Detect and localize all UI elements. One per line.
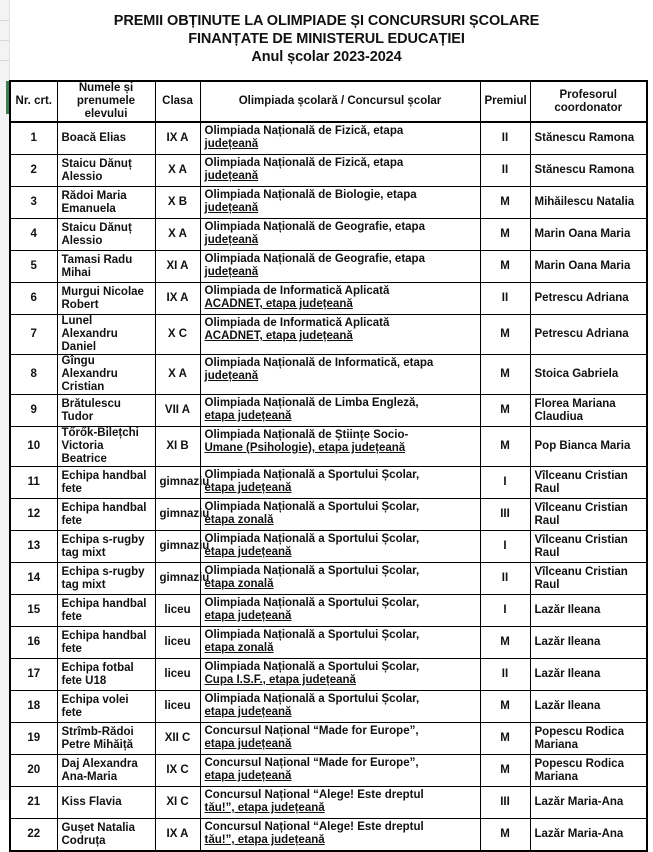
table-row [10, 427, 647, 467]
cell-nr[interactable]: 4 [10, 219, 57, 251]
cell-teacher[interactable]: Lazăr Maria-Ana [530, 787, 647, 819]
cell-prize[interactable]: II [480, 659, 530, 691]
header-competition[interactable]: Olimpiada școlară / Concursul școlar [200, 81, 480, 122]
cell-nr[interactable]: 12 [10, 499, 57, 531]
cell-class[interactable]: X A [155, 355, 200, 395]
competition-line-1: Olimpiada Națională de Limba Engleză, [204, 397, 419, 409]
table-row [10, 122, 647, 155]
competition-line-2: Cupa I.S.F., etapa județeană [204, 674, 356, 686]
cell-class[interactable]: IX A [155, 283, 200, 315]
competition-line-2: ACADNET, etapa județeană [204, 298, 353, 310]
cell-prize[interactable]: M [480, 691, 530, 723]
competition-line-1: Olimpiada Națională a Sportului Școlar, [204, 565, 420, 577]
competition-line-2: etapa județeană [204, 410, 292, 422]
cell-prize[interactable]: II [480, 283, 530, 315]
cell-class[interactable]: XI A [155, 251, 200, 283]
cell-prize[interactable]: M [480, 219, 530, 251]
cell-class[interactable]: gimnaziu [155, 563, 200, 595]
cell-nr[interactable]: 15 [10, 595, 57, 627]
competition-line-1: Olimpiada Națională de Geografie, etapa [204, 253, 425, 265]
table-row [10, 355, 647, 395]
competition-line-1: Olimpiada Națională de Geografie, etapa [204, 221, 425, 233]
header-teacher[interactable]: Profesorul coordonator [530, 81, 647, 122]
cell-competition[interactable] [200, 659, 480, 691]
cell-student-name[interactable]: Tőrők-Bilețchi Victoria Beatrice [57, 427, 155, 467]
cell-student-name[interactable]: Echipa fotbal fete U18 [57, 659, 155, 691]
cell-competition[interactable] [200, 531, 480, 563]
competition-line-2: Umane (Psihologie), etapa județeană [204, 442, 406, 454]
competition-line-1: Concursul Național “Alege! Este dreptul [204, 789, 424, 801]
title-line-3: Anul școlar 2023-2024 [251, 49, 402, 65]
competition-line-1: Olimpiada Națională de Informatică, etapa [204, 357, 434, 369]
header-nr[interactable]: Nr. crt. [10, 81, 57, 122]
document-title [0, 12, 653, 66]
cell-competition[interactable] [200, 723, 480, 755]
competition-line-2: etapa județeană [204, 546, 292, 558]
cell-competition[interactable] [200, 251, 480, 283]
cell-competition[interactable] [200, 691, 480, 723]
competition-line-2: etapa județeană [204, 610, 292, 622]
cell-class[interactable]: gimnaziu [155, 499, 200, 531]
cell-student-name[interactable]: Echipa handbal fete [57, 499, 155, 531]
cell-competition[interactable] [200, 187, 480, 219]
cell-nr[interactable]: 7 [10, 315, 57, 355]
cell-nr[interactable]: 14 [10, 563, 57, 595]
cell-nr[interactable]: 18 [10, 691, 57, 723]
competition-line-2: tău!”, etapa județeană [204, 802, 325, 814]
cell-teacher[interactable]: Marin Oana Maria [530, 251, 647, 283]
competition-line-1: Olimpiada de Informatică Aplicată [204, 317, 390, 329]
cell-class[interactable]: gimnaziu [155, 531, 200, 563]
table-row [10, 251, 647, 283]
table-row [10, 595, 647, 627]
cell-competition[interactable] [200, 467, 480, 499]
header-row [10, 81, 647, 122]
cell-prize[interactable]: M [480, 627, 530, 659]
cell-teacher[interactable]: Vîlceanu Cristian Raul [530, 499, 647, 531]
cell-prize[interactable]: M [480, 427, 530, 467]
cell-teacher[interactable]: Mihăilescu Natalia [530, 187, 647, 219]
competition-line-1: Olimpiada Națională de Fizică, etapa [204, 157, 404, 169]
cell-student-name[interactable]: Echipa handbal fete [57, 595, 155, 627]
cell-class[interactable]: X B [155, 187, 200, 219]
cell-prize[interactable]: III [480, 787, 530, 819]
cell-nr[interactable]: 3 [10, 187, 57, 219]
cell-teacher[interactable]: Marin Oana Maria [530, 219, 647, 251]
table-row [10, 691, 647, 723]
table-row [10, 219, 647, 251]
cell-class[interactable]: liceu [155, 595, 200, 627]
competition-line-2: etapa județeană [204, 738, 292, 750]
cell-teacher[interactable]: Petrescu Adriana [530, 315, 647, 355]
cell-prize[interactable]: M [480, 723, 530, 755]
cell-student-name[interactable]: Echipa handbal fete [57, 627, 155, 659]
cell-prize[interactable]: M [480, 395, 530, 427]
cell-student-name[interactable]: Strîmb-Rădoi Petre Mihăiță [57, 723, 155, 755]
cell-prize[interactable]: II [480, 155, 530, 187]
competition-line-1: Olimpiada de Informatică Aplicată [204, 285, 390, 297]
cell-prize[interactable]: I [480, 467, 530, 499]
cell-competition[interactable] [200, 499, 480, 531]
cell-competition[interactable] [200, 427, 480, 467]
cell-teacher[interactable]: Popescu Rodica Mariana [530, 755, 647, 787]
cell-teacher[interactable]: Lazăr Ileana [530, 691, 647, 723]
table-row [10, 395, 647, 427]
competition-line-1: Olimpiada Națională a Sportului Școlar, [204, 597, 420, 609]
cell-class[interactable]: gimnaziu [155, 467, 200, 499]
cell-class[interactable]: X A [155, 155, 200, 187]
cell-nr[interactable]: 16 [10, 627, 57, 659]
cell-prize[interactable]: II [480, 122, 530, 155]
cell-teacher[interactable]: Lazăr Ileana [530, 627, 647, 659]
cell-class[interactable]: IX A [155, 122, 200, 155]
cell-teacher[interactable]: Pop Bianca Maria [530, 427, 647, 467]
table-row [10, 563, 647, 595]
cell-teacher[interactable]: Florea Mariana Claudiua [530, 395, 647, 427]
title-line-2: FINANȚATE DE MINISTERUL EDUCAȚIEI [188, 31, 465, 47]
cell-competition[interactable] [200, 283, 480, 315]
competition-line-2: județeană [204, 234, 259, 246]
cell-student-name[interactable]: Rădoi Maria Emanuela [57, 187, 155, 219]
competition-line-1: Olimpiada Națională a Sportului Școlar, [204, 469, 420, 481]
table-row [10, 531, 647, 563]
header-class[interactable]: Clasa [155, 81, 200, 122]
competition-line-1: Olimpiada Națională de Fizică, etapa [204, 125, 404, 137]
cell-class[interactable]: liceu [155, 627, 200, 659]
cell-teacher[interactable]: Popescu Rodica Mariana [530, 723, 647, 755]
cell-nr[interactable]: 21 [10, 787, 57, 819]
competition-line-2: etapa județeană [204, 770, 292, 782]
competition-line-2: etapa zonală [204, 642, 274, 654]
competition-line-1: Olimpiada Națională a Sportului Școlar, [204, 693, 420, 705]
cell-competition[interactable] [200, 819, 480, 852]
competition-line-1: Olimpiada Națională a Sportului Școlar, [204, 533, 420, 545]
competition-line-2: ACADNET, etapa județeană [204, 330, 353, 342]
cell-competition[interactable] [200, 395, 480, 427]
cell-student-name[interactable]: Murgui Nicolae Robert [57, 283, 155, 315]
cell-class[interactable]: XII C [155, 723, 200, 755]
cell-prize[interactable]: I [480, 531, 530, 563]
cell-class[interactable]: XI C [155, 787, 200, 819]
cell-prize[interactable]: M [480, 819, 530, 852]
cell-competition[interactable] [200, 315, 480, 355]
table-row [10, 819, 647, 852]
cell-competition[interactable] [200, 355, 480, 395]
cell-competition[interactable] [200, 563, 480, 595]
awards-table [9, 80, 648, 852]
cell-prize[interactable]: M [480, 755, 530, 787]
competition-line-1: Olimpiada Națională a Sportului Școlar, [204, 661, 420, 673]
table-row [10, 787, 647, 819]
cell-class[interactable]: liceu [155, 659, 200, 691]
cell-class[interactable]: X C [155, 315, 200, 355]
cell-student-name[interactable]: Daj Alexandra Ana-Maria [57, 755, 155, 787]
cell-student-name[interactable]: Echipa s-rugby tag mixt [57, 563, 155, 595]
cell-teacher[interactable]: Vîlceanu Cristian Raul [530, 531, 647, 563]
cell-student-name[interactable]: Brătulescu Tudor [57, 395, 155, 427]
cell-competition[interactable] [200, 595, 480, 627]
cell-teacher[interactable]: Lazăr Maria-Ana [530, 819, 647, 852]
cell-teacher[interactable]: Lazăr Ileana [530, 659, 647, 691]
cell-student-name[interactable]: Lunel Alexandru Daniel [57, 315, 155, 355]
table-row [10, 283, 647, 315]
cell-student-name[interactable]: Echipa volei fete [57, 691, 155, 723]
cell-nr[interactable]: 19 [10, 723, 57, 755]
competition-line-1: Olimpiada Națională de Științe Socio- [204, 429, 409, 441]
competition-line-2: județeană [204, 370, 259, 382]
competition-line-2: etapa zonală [204, 514, 274, 526]
competition-line-2: etapa zonală [204, 578, 274, 590]
competition-line-1: Concursul Național “Made for Europe”, [204, 757, 419, 769]
cell-nr[interactable]: 2 [10, 155, 57, 187]
table-row [10, 187, 647, 219]
cell-prize[interactable]: M [480, 251, 530, 283]
table-row [10, 659, 647, 691]
competition-line-1: Olimpiada Națională a Sportului Școlar, [204, 501, 420, 513]
cell-student-name[interactable]: Gușet Natalia Codruța [57, 819, 155, 852]
cell-nr[interactable]: 6 [10, 283, 57, 315]
table-row [10, 723, 647, 755]
competition-line-1: Olimpiada Națională de Biologie, etapa [204, 189, 417, 201]
competition-line-1: Concursul Național “Alege! Este dreptul [204, 821, 424, 833]
cell-prize[interactable]: III [480, 499, 530, 531]
cell-nr[interactable]: 13 [10, 531, 57, 563]
cell-prize[interactable]: II [480, 563, 530, 595]
cell-prize[interactable]: M [480, 187, 530, 219]
table-row [10, 499, 647, 531]
cell-competition[interactable] [200, 219, 480, 251]
cell-prize[interactable]: I [480, 595, 530, 627]
cell-nr[interactable]: 9 [10, 395, 57, 427]
table-row [10, 315, 647, 355]
cell-prize[interactable]: M [480, 315, 530, 355]
table-row [10, 755, 647, 787]
cell-teacher[interactable]: Lazăr Ileana [530, 595, 647, 627]
cell-class[interactable]: liceu [155, 691, 200, 723]
title-line-1: PREMII OBȚINUTE LA OLIMPIADE ȘI CONCURSURI ȘCOLARE [113, 13, 540, 29]
cell-class[interactable]: VII A [155, 395, 200, 427]
cell-competition[interactable] [200, 755, 480, 787]
table-row [10, 467, 647, 499]
cell-prize[interactable]: M [480, 355, 530, 395]
cell-nr[interactable]: 10 [10, 427, 57, 467]
cell-nr[interactable]: 17 [10, 659, 57, 691]
cell-nr[interactable]: 1 [10, 122, 57, 155]
cell-class[interactable]: XI B [155, 427, 200, 467]
competition-line-1: Concursul Național “Made for Europe”, [204, 725, 419, 737]
cell-student-name[interactable]: Echipa s-rugby tag mixt [57, 531, 155, 563]
cell-student-name[interactable]: Staicu Dănuț Alessio [57, 219, 155, 251]
competition-line-2: tău!”, etapa județeană [204, 834, 325, 846]
competition-line-2: județeană [204, 138, 259, 150]
cell-teacher[interactable]: Stănescu Ramona [530, 122, 647, 155]
competition-line-2: județeană [204, 266, 259, 278]
header-prize[interactable]: Premiul [480, 81, 530, 122]
cell-competition[interactable] [200, 155, 480, 187]
header-name[interactable]: Numele și prenumele elevului [57, 81, 155, 122]
cell-student-name[interactable]: Kiss Flavia [57, 787, 155, 819]
cell-teacher[interactable]: Stănescu Ramona [530, 155, 647, 187]
cell-teacher[interactable]: Vîlceanu Cristian Raul [530, 563, 647, 595]
cell-student-name[interactable]: Staicu Dănuț Alessio [57, 155, 155, 187]
cell-competition[interactable] [200, 787, 480, 819]
competition-line-2: județeană [204, 202, 259, 214]
competition-line-2: etapa județeană [204, 706, 292, 718]
competition-line-2: județeană [204, 170, 259, 182]
cell-teacher[interactable]: Stoica Gabriela [530, 355, 647, 395]
competition-line-2: etapa județeană [204, 482, 292, 494]
cell-nr[interactable]: 22 [10, 819, 57, 852]
cell-teacher[interactable]: Vîlceanu Cristian Raul [530, 467, 647, 499]
cell-competition[interactable] [200, 627, 480, 659]
cell-class[interactable]: IX A [155, 819, 200, 852]
cell-teacher[interactable]: Petrescu Adriana [530, 283, 647, 315]
cell-nr[interactable]: 11 [10, 467, 57, 499]
cell-student-name[interactable]: Boacă Elias [57, 122, 155, 155]
cell-nr[interactable]: 5 [10, 251, 57, 283]
cell-class[interactable]: X A [155, 219, 200, 251]
cell-competition[interactable] [200, 122, 480, 155]
cell-student-name[interactable]: Echipa handbal fete [57, 467, 155, 499]
cell-class[interactable]: IX C [155, 755, 200, 787]
competition-line-1: Olimpiada Națională a Sportului Școlar, [204, 629, 420, 641]
cell-student-name[interactable]: Tamasi Radu Mihai [57, 251, 155, 283]
cell-nr[interactable]: 8 [10, 355, 57, 395]
cell-student-name[interactable]: Gîngu Alexandru Cristian [57, 355, 155, 395]
table-row [10, 155, 647, 187]
table-row [10, 627, 647, 659]
cell-nr[interactable]: 20 [10, 755, 57, 787]
